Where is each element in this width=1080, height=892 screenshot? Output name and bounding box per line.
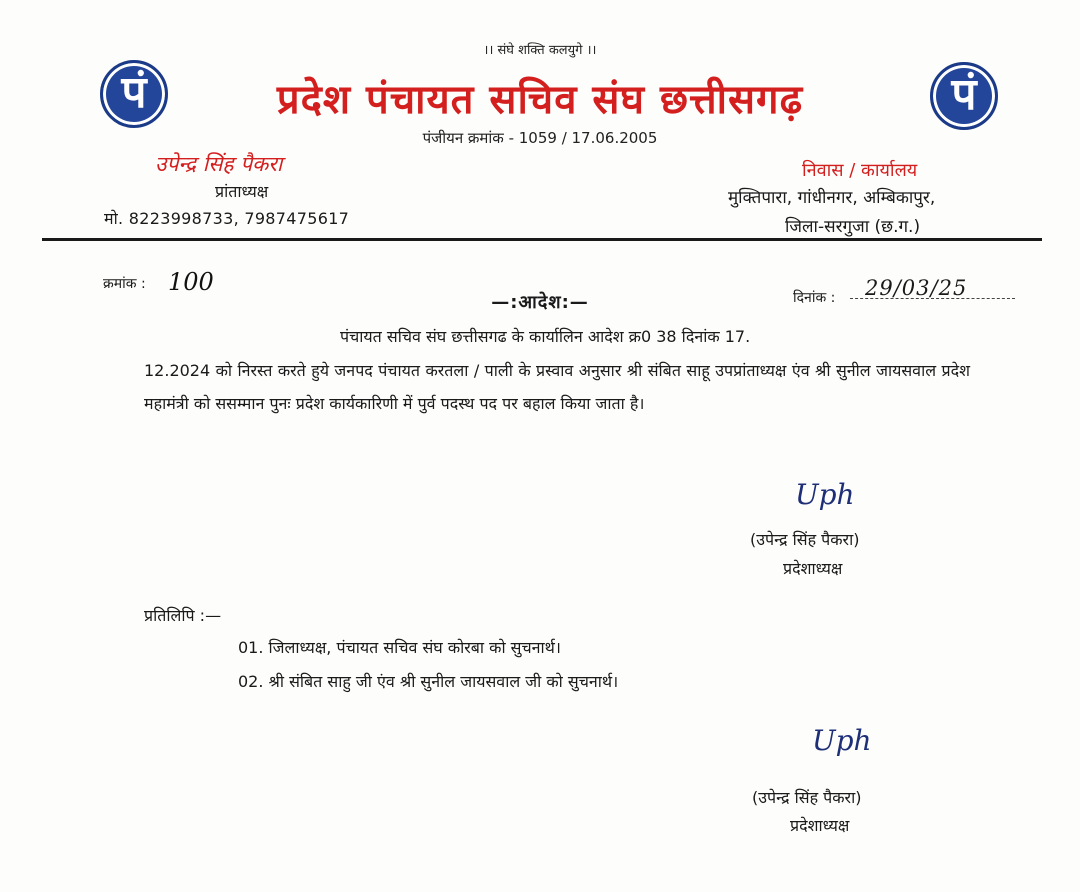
motto: ।। संघे शक्ति कलयुगे ।। bbox=[483, 43, 597, 58]
order-body bbox=[144, 320, 970, 421]
organization-name: प्रदेश पंचायत सचिव संघ छत्तीसगढ़ bbox=[276, 76, 804, 123]
signatory-title-1: प्रदेशाध्यक्ष bbox=[783, 559, 843, 578]
order-number-value: 100 bbox=[168, 268, 214, 296]
address-line-1: मुक्तिपारा, गांधीनगर, अम्बिकापुर, bbox=[728, 188, 936, 208]
president-name: उपेन्द्र सिंह पैकरा bbox=[155, 152, 283, 176]
order-body-line-1: पंचायत सचिव संघ छत्तीसगढ के कार्यालिन आदेश क्र0 38 दिनांक 17. bbox=[340, 327, 751, 346]
header-divider bbox=[42, 238, 1042, 241]
address-heading: निवास / कार्यालय bbox=[802, 160, 918, 181]
signatory-title-2: प्रदेशाध्यक्ष bbox=[790, 816, 850, 835]
date-label: दिनांक : bbox=[793, 290, 836, 306]
union-logo-right: पं bbox=[930, 62, 998, 130]
signature-1: Uph bbox=[795, 478, 855, 511]
registration-number: पंजीयन क्रमांक - 1059 / 17.06.2005 bbox=[422, 129, 658, 147]
signatory-name-2: (उपेन्द्र सिंह पैकरा) bbox=[752, 788, 862, 807]
copy-item-2: 02. श्री संबित साहु जी एंव श्री सुनील जायसवाल जी को सुचनार्थ। bbox=[238, 672, 619, 691]
order-body-rest: 12.2024 को निरस्त करते हुये जनपद पंचायत करतला / पाली के प्रस्वाव अनुसार श्री संबित साहू उपप्रांताध्यक्ष एंव श्री सुनील जायसवाल प्रदेश महामंत्री को ससम्मान पुनः प्रदेश कार्यकारिणी में पुर्व पदस्थ पद पर बहाल किया जाता है। bbox=[144, 360, 970, 413]
mobile-numbers: मो. 8223998733, 7987475617 bbox=[104, 209, 350, 228]
president-title: प्रांताध्यक्ष bbox=[215, 182, 269, 201]
signatory-name-1: (उपेन्द्र सिंह पैकरा) bbox=[750, 530, 860, 549]
order-title: —:आदेश:— bbox=[491, 292, 589, 313]
copy-heading: प्रतिलिपि :— bbox=[144, 606, 222, 625]
order-number-label: क्रमांक : bbox=[103, 276, 146, 292]
signature-2: Uph bbox=[812, 724, 872, 757]
union-logo-left: पं bbox=[100, 60, 168, 128]
address-line-2: जिला-सरगुजा (छ.ग.) bbox=[785, 217, 921, 237]
date-value: 29/03/25 bbox=[865, 276, 968, 300]
copy-item-1: 01. जिलाध्यक्ष, पंचायत सचिव संघ कोरबा को सुचनार्थ। bbox=[238, 638, 561, 657]
